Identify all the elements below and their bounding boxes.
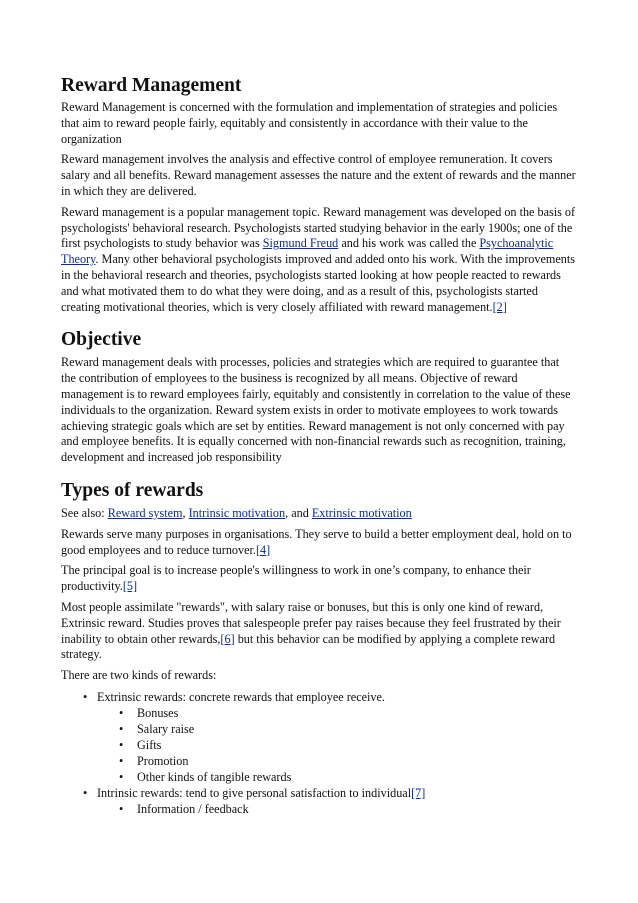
paragraph: There are two kinds of rewards: xyxy=(61,668,217,683)
list-item: • Gifts xyxy=(119,737,577,753)
paragraph-text: Most people assimilate "rewards", with salary raise or bonuses, but this is only one kind of reward, Extrinsic reward. Studies proves that salespeople prefer pay raises because they feel frustrated by their inability to obtain other rewards, xyxy=(61,599,561,646)
list-item: • Bonuses xyxy=(119,705,577,721)
link-sigmund-freud[interactable]: Sigmund Freud xyxy=(262,236,339,251)
citation-link[interactable]: [5] xyxy=(122,579,138,594)
link-intrinsic-motivation[interactable]: Intrinsic motivation xyxy=(188,505,286,520)
separator: , and xyxy=(285,505,312,520)
paragraph xyxy=(61,600,577,663)
paragraph: Reward management deals with processes, policies and strategies which are required to guarantee that the contribution of employees to the business is recognized by all means. Objective of reward management is to reward employees fairly, equitably and consistently in correlation to the value of these individuals to the organization. Reward system exists in order to motivate employees to work towards achieving strategic goals which are set by entities. Reward management is not only concerned with pay and employee benefits. It is equally concerned with non-financial rewards such as recognition, training, development and increased job responsibility xyxy=(61,355,571,465)
paragraph: Reward Management is concerned with the formulation and implementation of strategies and policies that aim to reward people fairly, equitably and consistently in accordance with their value to the organization xyxy=(61,100,558,146)
list-item-label: Intrinsic rewards: tend to give personal satisfaction to individual xyxy=(97,785,412,800)
citation-link[interactable]: [7] xyxy=(411,785,426,800)
extrinsic-sublist xyxy=(97,705,577,785)
paragraph-text: Reward management is a popular management topic. Reward management was developed on the basis of psychologists' behavioral research. Psychologists started studying behavior in the early 1900s; one of the first psychologists to study behavior was xyxy=(61,204,576,251)
document-body xyxy=(61,74,577,817)
citation-link[interactable]: [2] xyxy=(492,299,507,314)
paragraph-text: . Many other behavioral psychologists improved and added onto his work. With the improvements in the behavioral research and theories, psychologists started looking at how people reacted to rewards and what motivated them to do what they were doing, and as a result of this, psychologists started creating motivational theories, which is very closely affiliated with reward management. xyxy=(61,252,575,314)
list-item-extrinsic xyxy=(83,689,577,785)
link-psychoanalytic-theory[interactable]: Psychoanalytic Theory xyxy=(61,236,554,267)
paragraph xyxy=(61,527,577,559)
reward-kinds-list xyxy=(61,689,577,817)
list-item-intrinsic xyxy=(83,785,577,817)
paragraph-text: and his work was called the xyxy=(338,236,480,251)
see-also-prefix: See also: xyxy=(61,505,108,520)
heading-types-of-rewards: Types of rewards xyxy=(61,479,204,501)
citation-link[interactable]: [6] xyxy=(220,631,235,646)
list-item: • Promotion xyxy=(119,753,577,769)
heading-reward-management: Reward Management xyxy=(61,75,242,96)
list-item-label: Extrinsic rewards: concrete rewards that employee receive. xyxy=(97,689,385,704)
separator: , xyxy=(182,505,189,520)
paragraph-text: Rewards serve many purposes in organisations. They serve to build a better employment deal, hold on to good employees and to reduce turnover. xyxy=(61,526,572,557)
paragraph: Reward management involves the analysis and effective control of employee remuneration. It covers salary and all benefits. Reward management assesses the nature and the extent of rewards and the manner in which they are delivered. xyxy=(61,152,576,198)
list-item: • Other kinds of tangible rewards xyxy=(119,769,577,785)
list-item: • Information / feedback xyxy=(119,801,577,817)
link-reward-system[interactable]: Reward system xyxy=(107,505,183,520)
intrinsic-sublist xyxy=(97,801,577,817)
paragraph-text: but this behavior can be modified by applying a complete reward strategy. xyxy=(61,631,556,662)
paragraph xyxy=(61,563,577,595)
link-extrinsic-motivation[interactable]: Extrinsic motivation xyxy=(311,505,412,520)
list-item: • Salary raise xyxy=(119,721,577,737)
see-also xyxy=(61,506,577,522)
citation-link[interactable]: [4] xyxy=(255,542,271,557)
heading-objective: Objective xyxy=(61,329,142,351)
paragraph-text: The principal goal is to increase people's willingness to work in one’s company, to enhance their productivity. xyxy=(61,563,531,594)
paragraph xyxy=(61,205,577,316)
